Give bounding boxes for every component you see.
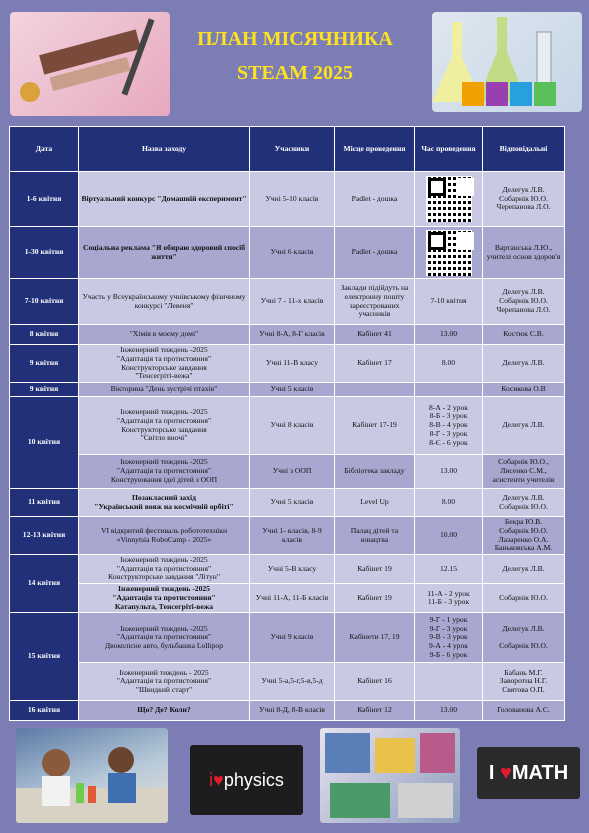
row-event: Інженерний тиждень -2025 "Адаптація та протистояння" Конструкторське завдання "Тенсегріті-вежа"	[79, 345, 250, 383]
row-participants: Учні 6 класів	[250, 227, 335, 279]
row-responsible: Бекра Ю.В. Собарнік Ю.О. Лазаренко О.А. Баньковська А.М.	[483, 517, 565, 555]
row-participants: Учні з ООП	[250, 455, 335, 489]
row-time	[415, 383, 483, 397]
row-date: 10 квітня	[10, 397, 79, 489]
row-time: 8.00	[415, 345, 483, 383]
row-responsible: Делегук Л.В. Собарнік Ю.О. Черепанова Л.О.	[483, 279, 565, 325]
row-participants: Учні 5-В класу	[250, 555, 335, 584]
row-responsible: Бабань М.Г. Заворотна Н.Г. Святова О.П.	[483, 663, 565, 701]
row-participants: Учні 7 - 11-х класів	[250, 279, 335, 325]
row-event: Соціальна реклама "Я обираю здоровий спосіб життя"	[79, 227, 250, 279]
row-place: Padlet - дошка	[335, 172, 415, 227]
row-place: Бібліотека закладу	[335, 455, 415, 489]
events-table	[9, 126, 565, 721]
table-row	[10, 663, 565, 701]
row-participants: Учні 11-А, 11-Б класів	[250, 584, 335, 613]
row-participants: Учні 5-а,5-г,5-в,5-д	[250, 663, 335, 701]
row-date: 9 квітня	[10, 383, 79, 397]
row-responsible: Делегук Л.В.	[483, 345, 565, 383]
row-responsible: Делегук Л.В.	[483, 555, 565, 584]
row-place: Палац дітей та юнацтва	[335, 517, 415, 555]
row-date: 1-30 квітня	[10, 227, 79, 279]
row-place: Padlet - дошка	[335, 227, 415, 279]
row-responsible: Костюк С.В.	[483, 325, 565, 345]
row-time: 8-А - 2 урок 8-Б - 3 урок 8-В - 4 урок 8-Г - 3 урок 8-Є - 6 урок	[415, 397, 483, 455]
row-date: 9 квітня	[10, 345, 79, 383]
row-participants: Учні 8 класів	[250, 397, 335, 455]
column-header-date: Дата	[10, 127, 79, 172]
row-participants: Учні 1- класів, 8-9 класів	[250, 517, 335, 555]
kids-experiment-image	[16, 728, 168, 823]
table-row	[10, 383, 565, 397]
row-participants: Учні 11-В класу	[250, 345, 335, 383]
qr-code-icon[interactable]	[415, 172, 483, 227]
row-place: Кабінет 12	[335, 701, 415, 721]
table-row	[10, 613, 565, 663]
row-date: 16 квітня	[10, 701, 79, 721]
stem-flasks-image	[432, 12, 582, 112]
row-event: Що? Де? Коли?	[79, 701, 250, 721]
table-row	[10, 455, 565, 489]
row-participants: Учні 5 класів	[250, 489, 335, 517]
row-event: "Хімія в моєму домі"	[79, 325, 250, 345]
table-row	[10, 489, 565, 517]
table-row	[10, 701, 565, 721]
column-header-participants: Учасники	[250, 127, 335, 172]
row-time: 8.00	[415, 489, 483, 517]
row-responsible: Голованова А.С.	[483, 701, 565, 721]
row-event: Позакласний захід "Український вояж на космічній орбіті"	[79, 489, 250, 517]
row-time: 9-Г - 1 урок 9-Г - 3 урок 9-В - 3 урок 9-А - 4 урок 9-Б - 6 урок	[415, 613, 483, 663]
table-header-row	[10, 127, 565, 172]
column-header-event: Назва заходу	[79, 127, 250, 172]
heart-icon: ♥	[499, 761, 512, 784]
i-love-math-image: I ♥ MATH	[477, 747, 580, 799]
row-place: Level Up	[335, 489, 415, 517]
row-place: Кабінет 17	[335, 345, 415, 383]
row-responsible: Делегук Л.В. Собарнік Ю.О.	[483, 489, 565, 517]
table-row	[10, 325, 565, 345]
row-event: Інженерний тиждень -2025 "Адаптація та протистояння" Катапульта, Тенсегріті-вежа	[79, 584, 250, 613]
column-header-responsible: Відповідальні	[483, 127, 565, 172]
table-row	[10, 584, 565, 613]
i-love-physics-image	[190, 745, 303, 815]
row-participants: Учні 8-Д, 8-В класів	[250, 701, 335, 721]
row-place: Кабінет 41	[335, 325, 415, 345]
table-row	[10, 397, 565, 455]
table-row	[10, 517, 565, 555]
row-time: 10.00	[415, 517, 483, 555]
row-date: 12-13 квітня	[10, 517, 79, 555]
table-row	[10, 172, 565, 227]
row-event: Інженерний тиждень -2025 "Адаптація та протистояння" Конструкторське завдання "Літун"	[79, 555, 250, 584]
row-responsible: Делегук Л.В. Собарнік Ю.О.	[483, 613, 565, 663]
row-time: 7-10 квітня	[415, 279, 483, 325]
row-place: Кабінети 17, 19	[335, 613, 415, 663]
stem-education-image	[10, 12, 170, 116]
column-header-time: Час проведення	[415, 127, 483, 172]
row-date: 1-6 квітня	[10, 172, 79, 227]
row-responsible: Собарнік Ю.О.	[483, 584, 565, 613]
row-place: Кабінет 19	[335, 555, 415, 584]
row-event: Інженерний тиждень -2025 "Адаптація та протистояння" Конструювання ідеї дітей з ООП	[79, 455, 250, 489]
row-time	[415, 663, 483, 701]
column-header-place: Місце проведення	[335, 127, 415, 172]
table-row	[10, 345, 565, 383]
row-place: Кабінет 16	[335, 663, 415, 701]
row-event: Вікторина "День зустрічі птахів"	[79, 383, 250, 397]
table-row	[10, 555, 565, 584]
row-time: 11-А - 2 урок 11-Б - 3 урок	[415, 584, 483, 613]
row-place	[335, 383, 415, 397]
row-date: 7-10 квітня	[10, 279, 79, 325]
row-place: Кабінет 17-19	[335, 397, 415, 455]
row-responsible: Вартанська Л.Ю., учителі основ здоров'я	[483, 227, 565, 279]
stem-collage-image	[320, 728, 460, 823]
row-responsible: Делегук Л.В.	[483, 397, 565, 455]
row-event: Інженерний тиждень -2025 "Адаптація та протистояння" Двоколісне авто, бульбашка Lollipop	[79, 613, 250, 663]
row-event: Віртуальний конкурс "Домашній експеримент"	[79, 172, 250, 227]
row-responsible: Собарнік Ю.О., Лисенко С.М., асистенти учителів	[483, 455, 565, 489]
row-event: VI відкритий фестиваль робототехніки «Vinnytsia RoboCamp - 2025»	[79, 517, 250, 555]
page-title-line1: ПЛАН МІСЯЧНИКА	[197, 28, 393, 50]
row-time: 13.00	[415, 455, 483, 489]
table-row	[10, 279, 565, 325]
row-place: Кабінет 19	[335, 584, 415, 613]
row-date: 14 квітня	[10, 555, 79, 613]
row-participants: Учні 5-10 класів	[250, 172, 335, 227]
physics-label: physics	[223, 769, 284, 790]
row-participants: Учні 5 класів	[250, 383, 335, 397]
row-date: 11 квітня	[10, 489, 79, 517]
table-row	[10, 227, 565, 279]
qr-code-icon[interactable]	[415, 227, 483, 279]
row-participants: Учні 8-А, 8-Г класів	[250, 325, 335, 345]
row-time: 12.15	[415, 555, 483, 584]
row-responsible: Делегук Л.В. Собарнік Ю.О. Черепанова Л.О.	[483, 172, 565, 227]
row-date: 15 квітня	[10, 613, 79, 701]
row-participants: Учні 9 класів	[250, 613, 335, 663]
math-label: MATH	[511, 761, 569, 784]
page-title-line2: STEAM 2025	[236, 62, 354, 84]
row-time: 13.00	[415, 325, 483, 345]
row-date: 8 квітня	[10, 325, 79, 345]
row-event: Участь у Всеукраїнському учнівському фізичному конкурсі "Левеня"	[79, 279, 250, 325]
row-responsible: Косикова О.В	[483, 383, 565, 397]
heart-icon: i♥	[209, 769, 224, 790]
row-time: 13.00	[415, 701, 483, 721]
row-event: Інженерний тиждень - 2025 "Адаптація та протистояння" "Швидкий старт"	[79, 663, 250, 701]
row-event: Інженерний тиждень -2025 "Адаптація та протистояння" Конструкторське завдання "Світло вночі"	[79, 397, 250, 455]
row-place: Заклади підійдуть на електронну пошту зареєстрованих учасників	[335, 279, 415, 325]
